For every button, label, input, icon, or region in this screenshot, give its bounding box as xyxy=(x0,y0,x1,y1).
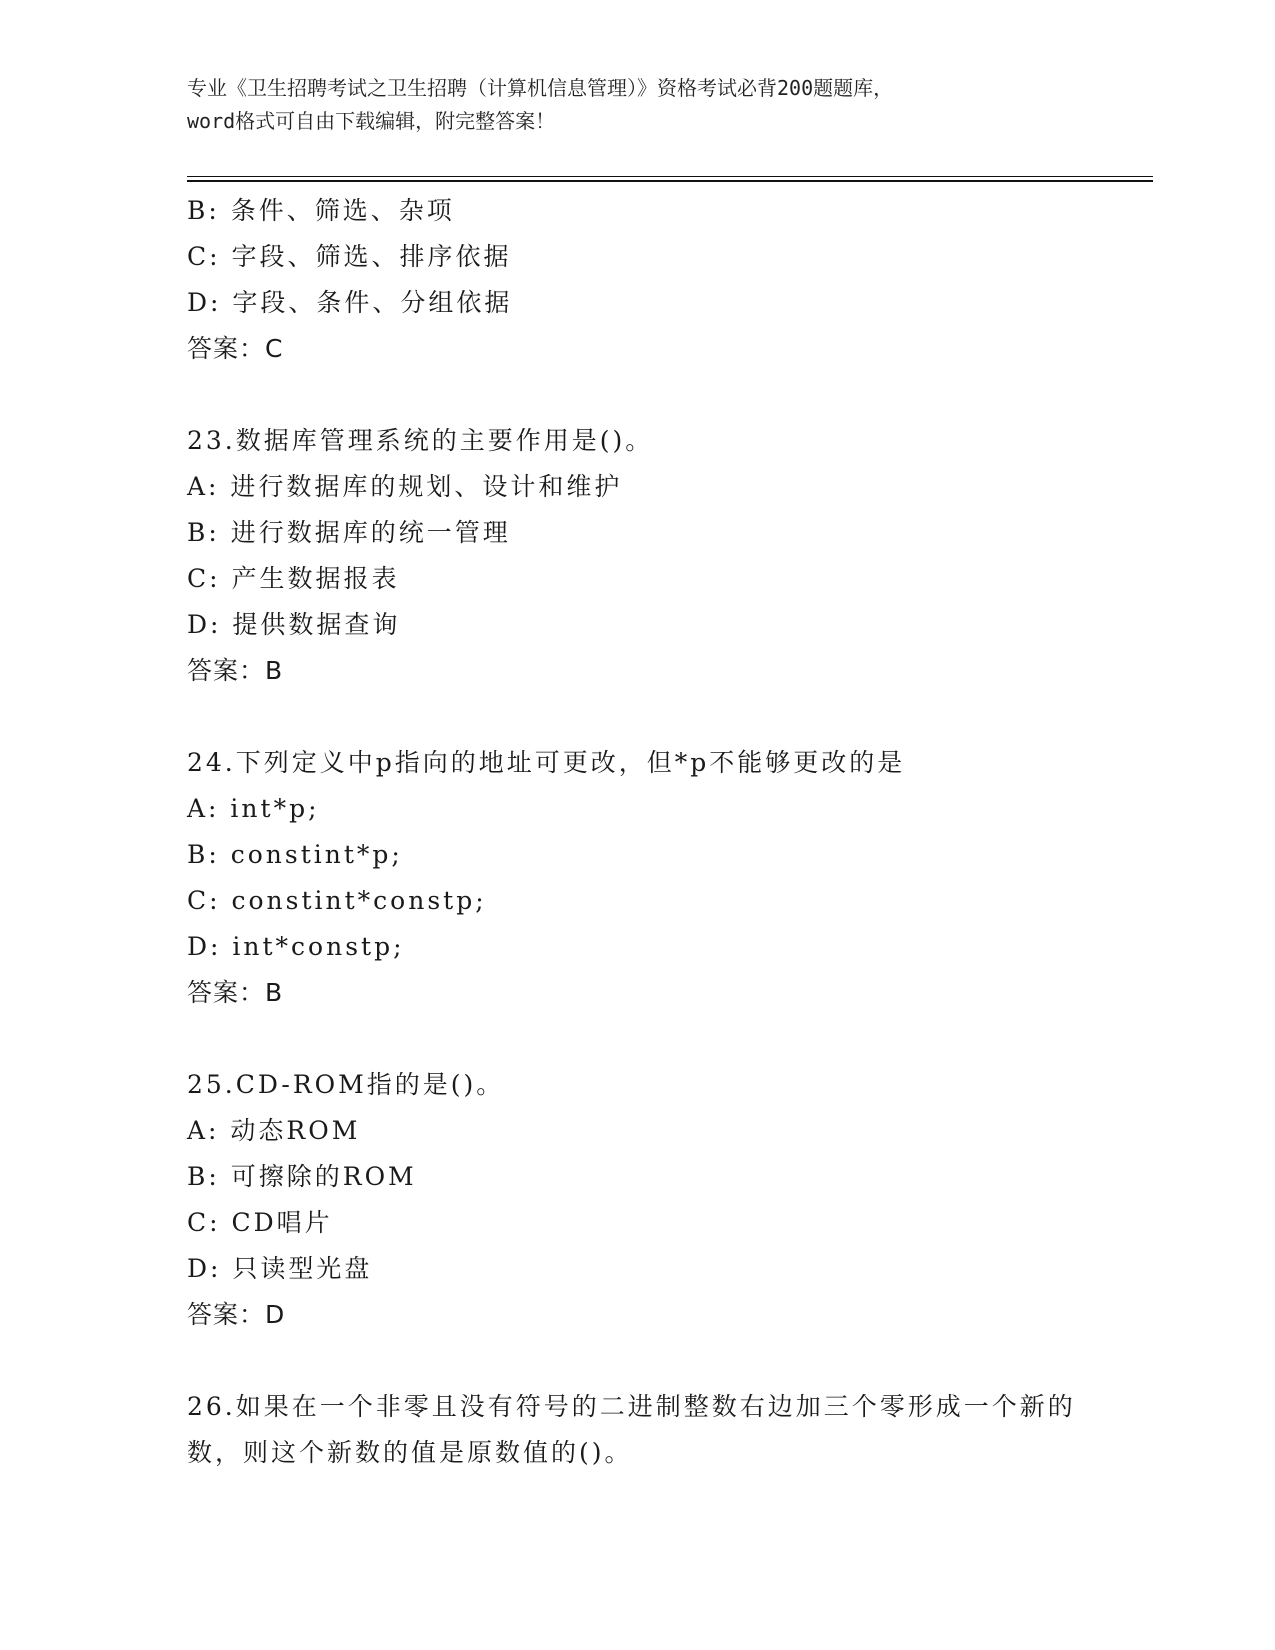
option-c: C: CD唱片 xyxy=(187,1208,333,1237)
question-24 xyxy=(187,740,1107,1016)
option-d: D: 只读型光盘 xyxy=(187,1254,373,1283)
question-25 xyxy=(187,1062,1107,1338)
question-22-fragment xyxy=(187,188,1107,372)
header-line-1: 专业《卫生招聘考试之卫生招聘（计算机信息管理）》资格考试必背200题题库， xyxy=(187,76,894,100)
document-header xyxy=(187,72,1087,138)
option-c: C: 产生数据报表 xyxy=(187,564,400,593)
question-stem: 23.数据库管理系统的主要作用是()。 xyxy=(187,426,654,455)
question-26 xyxy=(187,1384,1107,1476)
option-c: C: constint*constp; xyxy=(187,886,487,915)
question-stem: 26.如果在一个非零且没有符号的二进制整数右边加三个零形成一个新的数，则这个新数的值是原数值的()。 xyxy=(187,1392,1076,1467)
answer: 答案：D xyxy=(187,1300,286,1329)
answer: 答案：C xyxy=(187,334,284,363)
option-d: D: 提供数据查询 xyxy=(187,610,401,639)
header-rule-thick xyxy=(187,180,1153,182)
option-a: A: int*p; xyxy=(187,794,320,823)
option-c: C: 字段、筛选、排序依据 xyxy=(187,242,512,271)
header-line-2: word格式可自由下载编辑，附完整答案！ xyxy=(187,109,556,133)
question-23 xyxy=(187,418,1107,694)
option-b: B: constint*p; xyxy=(187,840,403,869)
header-rule-thin xyxy=(187,176,1153,177)
question-list xyxy=(187,188,1107,1476)
option-d: D: 字段、条件、分组依据 xyxy=(187,288,513,317)
answer: 答案：B xyxy=(187,978,284,1007)
question-stem: 25.CD-ROM指的是()。 xyxy=(187,1070,505,1099)
option-b: B: 进行数据库的统一管理 xyxy=(187,518,511,547)
option-b: B: 可擦除的ROM xyxy=(187,1162,417,1191)
option-a: A: 动态ROM xyxy=(187,1116,361,1145)
question-stem: 24.下列定义中p指向的地址可更改，但*p不能够更改的是 xyxy=(187,748,906,777)
answer: 答案：B xyxy=(187,656,284,685)
option-b: B: 条件、筛选、杂项 xyxy=(187,196,455,225)
option-a: A: 进行数据库的规划、设计和维护 xyxy=(187,472,623,501)
option-d: D: int*constp; xyxy=(187,932,405,961)
